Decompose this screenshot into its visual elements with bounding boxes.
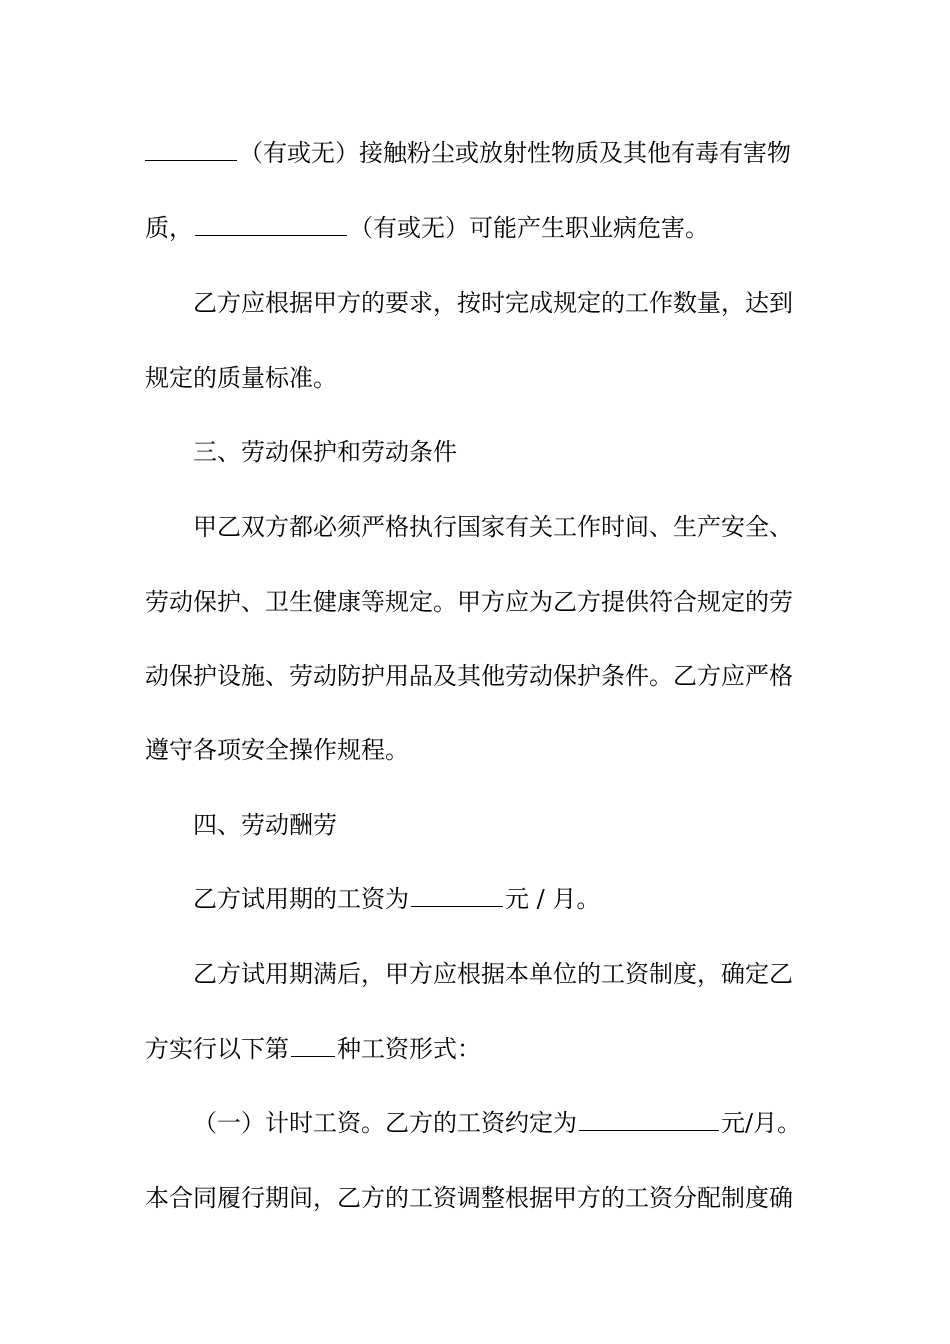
line-text: （有或无）接触粉尘或放射性物质及其他有毒有害物	[239, 139, 791, 167]
line-text: 方实行以下第	[145, 1035, 289, 1063]
text-line-14	[193, 1103, 815, 1143]
fill-in-blank	[195, 209, 347, 236]
text-line-15	[145, 1178, 815, 1218]
line-text: 元 / 月。	[505, 885, 601, 913]
text-line-13	[145, 1029, 815, 1069]
line-text: 遵守各项安全操作规程。	[145, 736, 409, 764]
line-text: 甲乙双方都必须严格执行国家有关工作时间、生产安全、	[193, 513, 793, 541]
line-text: 动保护设施、劳动防护用品及其他劳动保护条件。乙方应严格	[145, 662, 793, 690]
line-text: 乙方试用期的工资为	[193, 885, 409, 913]
text-line-9	[145, 730, 815, 770]
line-text: （一）计时工资。乙方的工资约定为	[193, 1109, 577, 1137]
line-text: 乙方试用期满后，甲方应根据本单位的工资制度，确定乙	[193, 960, 793, 988]
fill-in-blank	[579, 1104, 719, 1131]
text-line-8	[145, 656, 815, 696]
text-line-12	[193, 954, 815, 994]
text-line-4	[145, 358, 815, 398]
heading-text: 四、劳动酬劳	[193, 811, 337, 839]
line-text: 质，	[145, 214, 193, 242]
line-text: 本合同履行期间，乙方的工资调整根据甲方的工资分配制度确	[145, 1184, 793, 1212]
text-line-7	[145, 582, 815, 622]
line-text: （有或无）可能产生职业病危害。	[349, 214, 709, 242]
heading-text: 三、劳动保护和劳动条件	[193, 438, 457, 466]
text-line-3	[193, 283, 815, 323]
text-line-6	[193, 507, 815, 547]
section-heading-3	[193, 432, 863, 472]
line-text: 劳动保护、卫生健康等规定。甲方应为乙方提供符合规定的劳	[145, 588, 793, 616]
text-line-2	[145, 208, 815, 248]
text-line-1	[145, 133, 815, 173]
line-text: 乙方应根据甲方的要求，按时完成规定的工作数量，达到	[193, 289, 793, 317]
fill-in-blank	[291, 1030, 335, 1057]
text-line-11	[193, 879, 815, 919]
line-text: 种工资形式：	[337, 1035, 481, 1063]
line-text: 规定的质量标准。	[145, 364, 337, 392]
fill-in-blank	[145, 134, 237, 161]
line-text: 元/月。	[721, 1109, 802, 1137]
section-heading-4	[193, 805, 863, 845]
fill-in-blank	[411, 880, 503, 907]
